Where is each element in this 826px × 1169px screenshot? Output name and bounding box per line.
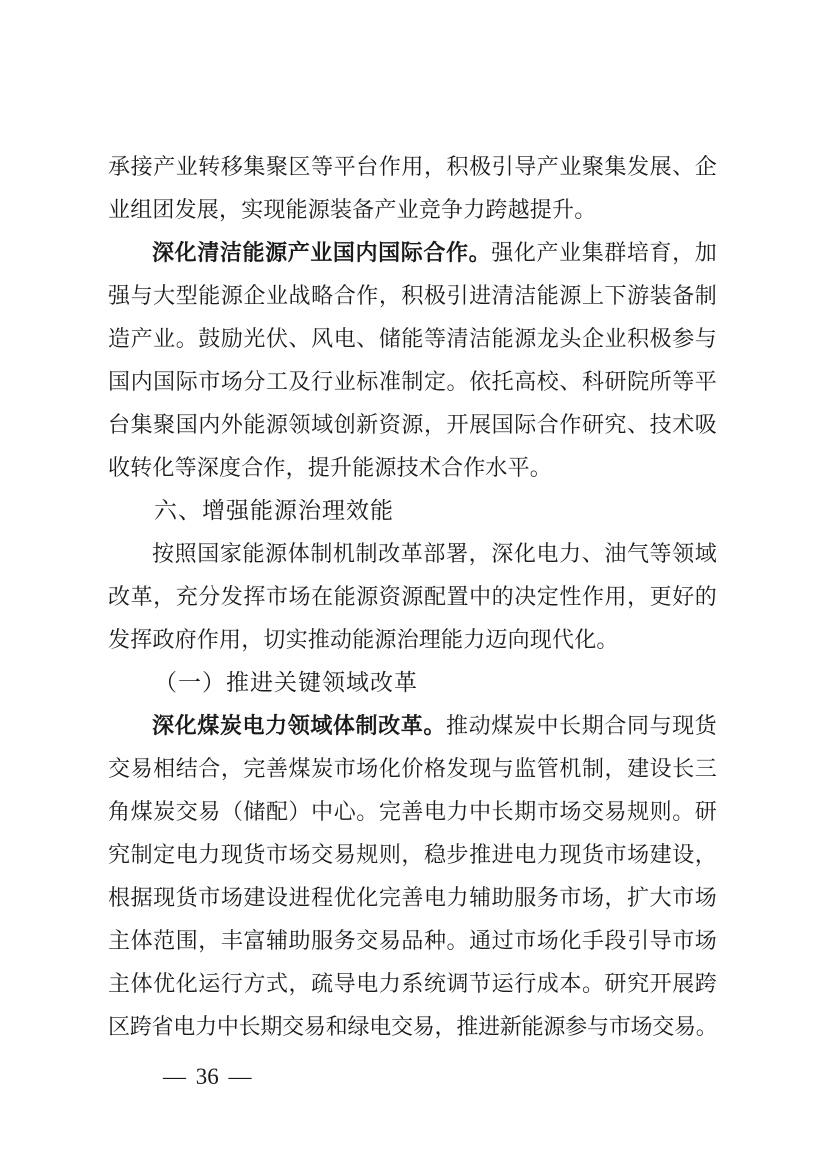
text-segment: 交易相结合，完善煤炭市场化价格发现与监管机制，建设长三 (108, 756, 717, 781)
text-line (108, 876, 717, 919)
text-segment: 台集聚国内外能源领域创新资源，开展国际合作研究、技术吸 (108, 412, 717, 437)
section-heading (108, 489, 717, 532)
text-segment: 主体范围，丰富辅助服务交易品种。通过市场化手段引导市场 (108, 928, 717, 953)
text-segment: 承接产业转移集聚区等平台作用，积极引导产业聚集发展、企 (108, 154, 717, 179)
paragraph-coal-power-reform (108, 704, 717, 1048)
paragraph-governance-overview (108, 532, 717, 661)
text-line (108, 231, 717, 274)
text-line (108, 532, 717, 575)
text-segment: 发挥政府作用，切实推动能源治理能力迈向现代化。 (108, 627, 619, 652)
text-segment: 收转化等深度合作，提升能源技术合作水平。 (108, 455, 553, 480)
page-footer (124, 1032, 252, 1089)
paragraph-industry-cluster-continuation (108, 145, 717, 231)
text-segment: 强与大型能源企业战略合作，积极引进清洁能源上下游装备制 (108, 283, 717, 308)
text-line (108, 145, 717, 188)
text-line (108, 704, 717, 747)
text-line (108, 360, 717, 403)
bold-lead: 深化清洁能源产业国内国际合作。 (152, 240, 492, 265)
text-line (108, 446, 717, 489)
text-segment: 究制定电力现货市场交易规则，稳步推进电力现货市场建设， (108, 842, 717, 867)
text-segment: 根据现货市场建设进程优化完善电力辅助服务市场，扩大市场 (108, 885, 717, 910)
section-heading-six (108, 489, 717, 532)
subsection-heading (108, 661, 717, 704)
text-segment: 造产业。鼓励光伏、风电、储能等清洁能源龙头企业积极参与 (108, 326, 717, 351)
text-segment: 按照国家能源体制机制改革部署，深化电力、油气等领域 (152, 541, 717, 566)
text-segment: 国内国际市场分工及行业标准制定。依托高校、科研院所等平 (108, 369, 717, 394)
text-segment: 强化产业集群培育，加 (491, 240, 717, 265)
paragraph-clean-energy-cooperation (108, 231, 717, 489)
text-line (108, 188, 717, 231)
text-segment: 业组团发展，实现能源装备产业竞争力跨越提升。 (108, 197, 597, 222)
text-line (108, 575, 717, 618)
page-number: — 36 — (163, 1064, 252, 1089)
text-line (108, 403, 717, 446)
text-line (108, 962, 717, 1005)
text-segment: 六、增强能源治理效能 (154, 497, 394, 523)
text-segment: 主体优化运行方式，疏导电力系统调节运行成本。研究开展跨 (108, 971, 717, 996)
bold-lead: 深化煤炭电力领域体制改革。 (152, 713, 447, 738)
document-content (108, 145, 717, 1048)
text-segment: 推动煤炭中长期合同与现货 (446, 713, 717, 738)
text-line (108, 274, 717, 317)
subsection-heading-one (108, 661, 717, 704)
text-line (108, 317, 717, 360)
text-line (108, 790, 717, 833)
text-segment: （一）推进关键领域改革 (154, 670, 418, 695)
text-segment: 区跨省电力中长期交易和绿电交易，推进新能源参与市场交易。 (108, 1014, 717, 1039)
text-line (108, 919, 717, 962)
text-line (108, 618, 717, 661)
text-segment: 角煤炭交易（储配）中心。完善电力中长期市场交易规则。研 (108, 799, 717, 824)
text-segment: 改革，充分发挥市场在能源资源配置中的决定性作用，更好的 (108, 584, 717, 609)
text-line (108, 747, 717, 790)
text-line (108, 833, 717, 876)
